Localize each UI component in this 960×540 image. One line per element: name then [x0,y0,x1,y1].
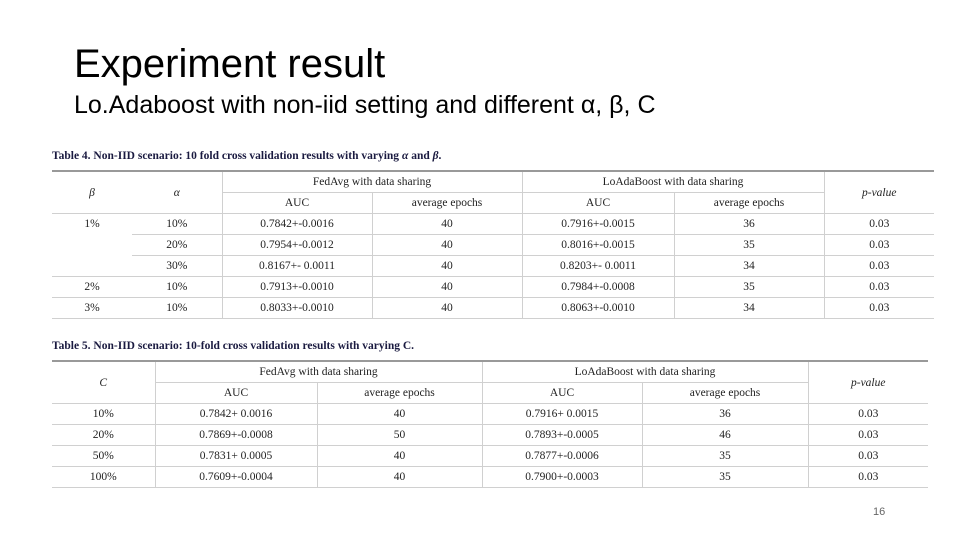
table4-cell-beta: 2% [52,277,132,298]
table4-header-alpha: α [132,171,222,214]
table4-cell-fed-auc: 0.7954+-0.0012 [222,235,372,256]
table5-caption: Table 5. Non-IID scenario: 10-fold cross validation results with varying C. [52,340,415,352]
table4-caption-end: . [438,150,442,162]
table5-cell-loa-epochs: 35 [642,467,808,488]
table5-cell-loa-epochs: 36 [642,404,808,425]
table4-header-fedavg: FedAvg with data sharing [222,171,522,193]
table5-cell-fed-auc: 0.7869+-0.0008 [155,425,317,446]
table5-cell-loa-auc: 0.7877+-0.0006 [482,446,642,467]
table-row [52,467,928,488]
table4-caption-beta: β [432,150,439,162]
table5-header-loada-auc: AUC [482,383,642,404]
table4-cell-loa-auc: 0.7916+-0.0015 [522,214,674,235]
table4-cell-beta: 3% [52,298,132,319]
table4-caption-and: and [408,150,433,162]
table5 [52,360,928,488]
table-row [52,277,934,298]
table4-cell-fed-auc: 0.8033+-0.0010 [222,298,372,319]
table4-cell-beta [52,256,132,277]
table4-cell-alpha: 10% [132,298,222,319]
table5-cell-loa-auc: 0.7893+-0.0005 [482,425,642,446]
table4-cell-pvalue: 0.03 [824,298,934,319]
table5-cell-fed-epochs: 50 [317,425,482,446]
table4-cell-fed-epochs: 40 [372,298,522,319]
table5-cell-pvalue: 0.03 [808,467,928,488]
table4-cell-loa-auc: 0.7984+-0.0008 [522,277,674,298]
table-row [52,404,928,425]
table4-cell-loa-epochs: 34 [674,256,824,277]
table-row [52,235,934,256]
table-row [52,298,934,319]
table4-header-fedavg-epochs: average epochs [372,193,522,214]
table4-cell-beta [52,235,132,256]
table4 [52,170,934,319]
table4-cell-loa-epochs: 36 [674,214,824,235]
table5-cell-loa-auc: 0.7900+-0.0003 [482,467,642,488]
table4-cell-pvalue: 0.03 [824,277,934,298]
table5-cell-fed-auc: 0.7609+-0.0004 [155,467,317,488]
table4-header-beta: β [52,171,132,214]
table5-cell-loa-auc: 0.7916+ 0.0015 [482,404,642,425]
table4-caption-text: Table 4. Non-IID scenario: 10 fold cross validation results with varying [52,150,402,162]
table-row [52,256,934,277]
table4-cell-loa-auc: 0.8063+-0.0010 [522,298,674,319]
table4-cell-alpha: 30% [132,256,222,277]
table4-header-pvalue: p-value [824,171,934,214]
table4-header-loadaboost: LoAdaBoost with data sharing [522,171,824,193]
table5-cell-fed-auc: 0.7831+ 0.0005 [155,446,317,467]
table4-cell-loa-epochs: 34 [674,298,824,319]
table-row [52,446,928,467]
table5-cell-c: 20% [52,425,155,446]
table4-cell-loa-auc: 0.8016+-0.0015 [522,235,674,256]
table-row [52,425,928,446]
page-number: 16 [873,506,886,518]
table5-cell-fed-epochs: 40 [317,446,482,467]
slide-title: Experiment result [74,42,386,86]
table4-cell-fed-epochs: 40 [372,256,522,277]
table4-caption [52,150,441,162]
table5-header-fedavg: FedAvg with data sharing [155,361,482,383]
slide-subtitle: Lo.Adaboost with non-iid setting and different α, β, C [74,91,656,119]
table4-cell-fed-epochs: 40 [372,235,522,256]
table5-cell-c: 100% [52,467,155,488]
table5-cell-pvalue: 0.03 [808,446,928,467]
table4-cell-loa-epochs: 35 [674,277,824,298]
table4-header-loada-auc: AUC [522,193,674,214]
table5-cell-c: 10% [52,404,155,425]
table-row [52,214,934,235]
table4-cell-beta: 1% [84,218,100,231]
table5-cell-c: 50% [52,446,155,467]
table4-cell-loa-epochs: 35 [674,235,824,256]
table4-cell-fed-auc: 0.7842+-0.0016 [222,214,372,235]
table4-cell-fed-epochs: 40 [372,214,522,235]
table4-header-loada-epochs: average epochs [674,193,824,214]
table4-cell-pvalue: 0.03 [824,256,934,277]
table5-cell-loa-epochs: 46 [642,425,808,446]
table4-header-fedavg-auc: AUC [222,193,372,214]
table5-header-c: C [52,361,155,404]
table4-cell-alpha: 20% [132,235,222,256]
table4-cell-pvalue: 0.03 [824,214,934,235]
table5-cell-fed-epochs: 40 [317,404,482,425]
table4-caption-alpha: α [401,150,409,162]
table4-cell-pvalue: 0.03 [824,235,934,256]
table5-header-loada-epochs: average epochs [642,383,808,404]
table5-header-fedavg-epochs: average epochs [317,383,482,404]
table4-cell-alpha: 10% [132,214,222,235]
table5-header-fedavg-auc: AUC [155,383,317,404]
table4-cell-fed-auc: 0.8167+- 0.0011 [222,256,372,277]
table4-cell-loa-auc: 0.8203+- 0.0011 [522,256,674,277]
table5-cell-pvalue: 0.03 [808,404,928,425]
table4-cell-fed-epochs: 40 [372,277,522,298]
table5-header-pvalue: p-value [808,361,928,404]
table4-cell-alpha: 10% [132,277,222,298]
table5-cell-pvalue: 0.03 [808,425,928,446]
table5-header-loadaboost: LoAdaBoost with data sharing [482,361,808,383]
table4-cell-fed-auc: 0.7913+-0.0010 [222,277,372,298]
table5-cell-fed-epochs: 40 [317,467,482,488]
table5-cell-loa-epochs: 35 [642,446,808,467]
table5-cell-fed-auc: 0.7842+ 0.0016 [155,404,317,425]
